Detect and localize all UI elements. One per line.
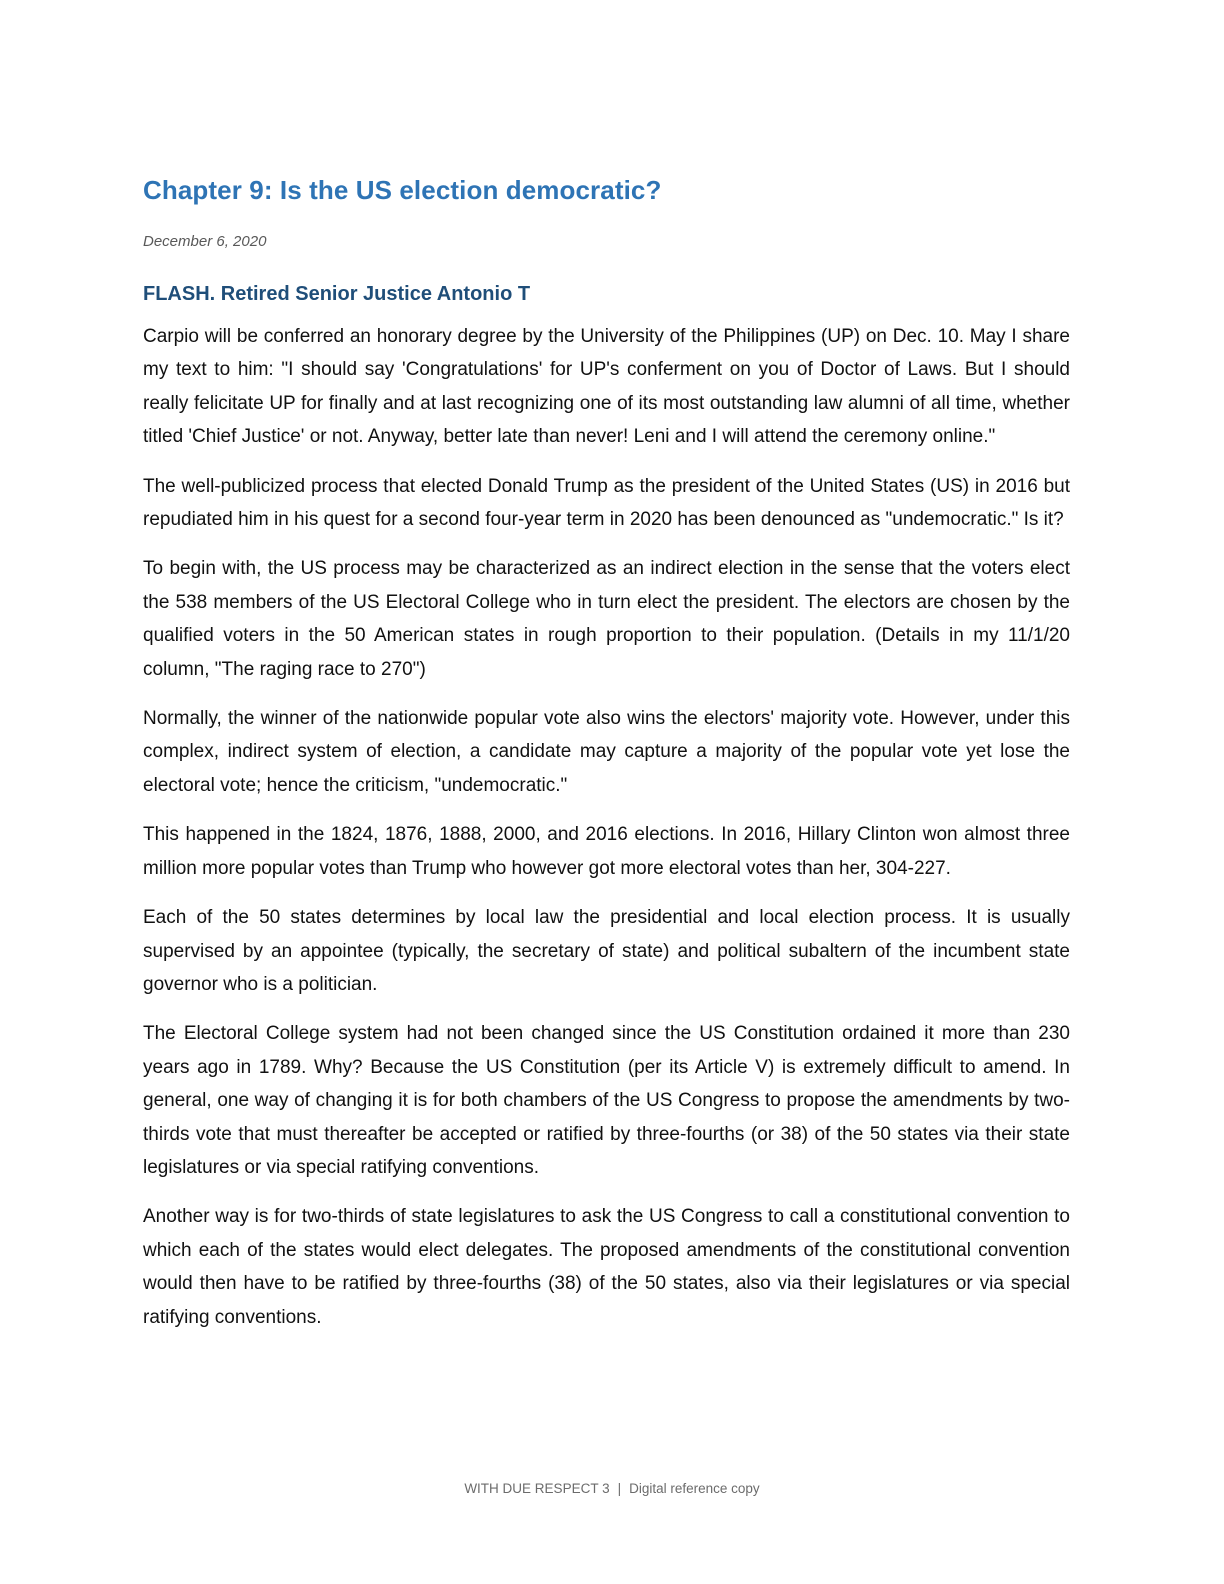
- publication-date: December 6, 2020: [143, 233, 267, 250]
- body-paragraph-4: Normally, the winner of the nationwide popular vote also wins the electors' majority vote. However, under this complex, indirect system of election, a candidate may capture a majority of the popular vote yet lose the electoral vote; hence the criticism, "undemocratic.": [143, 708, 1070, 796]
- flash-heading: FLASH. Retired Senior Justice Antonio T: [143, 283, 531, 305]
- body-paragraph-7: The Electoral College system had not been changed since the US Constitution ordained it more than 230 years ago in 1789. Why? Because the US Constitution (per its Article V) is extremely difficult to amend. In general, one way of changing it is for both chambers of the US Congress to propose the amendments by two-thirds vote that must thereafter be accepted or ratified by three-fourths (or 38) of the 50 states via their state legislatures or via special ratifying conventions.: [143, 1023, 1070, 1178]
- body-paragraph-1: Carpio will be conferred an honorary degree by the University of the Philippines (UP) on Dec. 10. May I share my text to him: "I should say 'Congratulations' for UP's conferment on you of Doctor of Laws. But I should really felicitate UP for finally and at last recognizing one of its most outstanding law alumni of all time, whether titled 'Chief Justice' or not. Anyway, better late than never! Leni and I will attend the ceremony online.": [143, 326, 1070, 448]
- chapter-title: Chapter 9: Is the US election democratic?: [143, 175, 662, 205]
- footer-book-title: WITH DUE RESPECT 3: [464, 1481, 610, 1496]
- body-paragraph-5: This happened in the 1824, 1876, 1888, 2000, and 2016 elections. In 2016, Hillary Clinton won almost three million more popular votes than Trump who however got more electoral votes than her, 304-227.: [143, 824, 1070, 879]
- body-paragraph-2: The well-publicized process that elected Donald Trump as the president of the United States (US) in 2016 but repudiated him in his quest for a second four-year term in 2020 has been denounced as "undemocratic." Is it?: [143, 475, 1070, 531]
- body-paragraph-3: To begin with, the US process may be characterized as an indirect election in the sense that the voters elect the 538 members of the US Electoral College who in turn elect the president. The electors are chosen by the qualified voters in the 50 American states in rough proportion to their population. (Details in my 11/1/20 column, "The raging race to 270"): [143, 558, 1070, 680]
- document-page: [143, 172, 1070, 1334]
- body-paragraph-8: Another way is for two-thirds of state legislatures to ask the US Congress to call a constitutional convention to which each of the states would elect delegates. The proposed amendments of the constitutional convention would then have to be ratified by three-fourths (38) of the 50 states, also via their legislatures or via special ratifying conventions.: [143, 1206, 1070, 1328]
- page-footer: [0, 1479, 1224, 1499]
- footer-separator: |: [617, 1481, 622, 1496]
- footer-note: Digital reference copy: [629, 1481, 760, 1496]
- body-paragraph-6: Each of the 50 states determines by local law the presidential and local election process. It is usually supervised by an appointee (typically, the secretary of state) and political subaltern of the incumbent state governor who is a politician.: [143, 907, 1070, 995]
